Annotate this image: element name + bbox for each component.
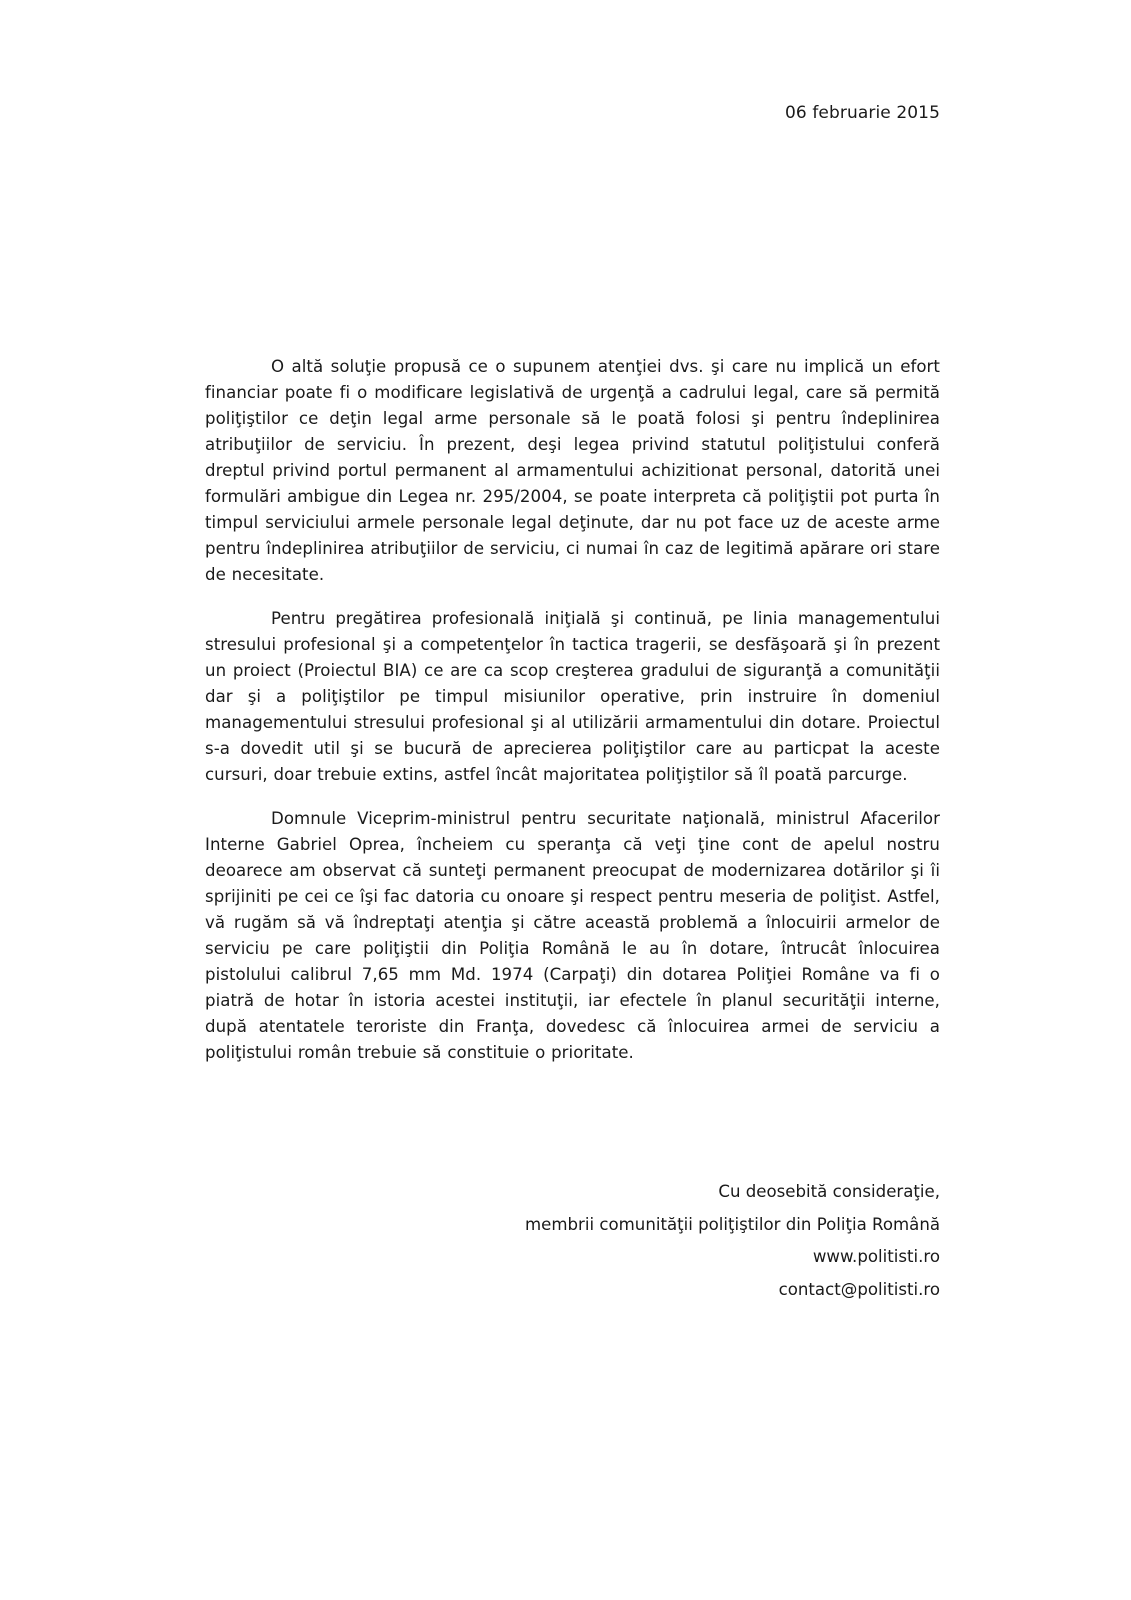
letter-date: 06 februarie 2015: [785, 103, 940, 123]
closing-signatory: membrii comunităţii poliţiştilor din Poliţia Română: [524, 1214, 940, 1234]
paragraph-appeal: Domnule Viceprim-ministrul pentru securitate naţională, ministrul Afacerilor Interne Gabriel Oprea, încheiem cu speranţa că veţi ţine cont de apelul nostru deoarece am observat că sunteţi permanent preocupat de modernizarea dotărilor şi îi sprijiniti pe cei ce îşi fac datoria cu onoare şi respect pentru meseria de poliţist. Astfel, vă rugăm să vă îndreptaţi atenţia şi către această problemă a înlocuirii armelor de serviciu pe care poliţiştii din Poliţia Română le au în dotare, întrucât înlocuirea pistolului calibrul 7,65 mm Md. 1974 (Carpaţi) din dotarea Poliţiei Române va fi o piatră de hotar în istoria acestei instituţii, iar efectele în planul securităţii interne, după atentatele teroriste din Franţa, dovedesc că înlocuirea armei de serviciu a poliţistului român trebuie să constituie o prioritate.: [205, 809, 940, 1062]
paragraph-legislative-proposal: O altă soluţie propusă ce o supunem atenţiei dvs. şi care nu implică un efort financiar poate fi o modificare legislativă de urgenţă a cadrului legal, care să permită poliţiştilor ce deţin legal arme personale să le poată folosi şi pentru îndeplinirea atribuţiilor de serviciu. În prezent, deşi legea privind statutul poliţistului conferă dreptul privind portul permanent al armamentului achizitionat personal, datorită unei formulări ambigue din Legea nr. 295/2004, se poate interpreta că poliţiştii pot purta în timpul serviciului armele personale legal deţinute, dar nu pot face uz de aceste arme pentru îndeplinirea atribuţiilor de serviciu, ci numai în caz de legitimă apărare ori stare de necesitate.: [205, 357, 940, 584]
letter-closing: [525, 1176, 940, 1306]
paragraph-training-project: Pentru pregătirea profesională iniţială şi continuă, pe linia managementului stresului profesional şi a competenţelor în tactica tragerii, se desfăşoară şi în prezent un proiect (Proiectul BIA) ce are ca scop creşterea gradului de siguranţă a comunităţii dar şi a poliţiştilor pe timpul misiunilor operative, prin instruire în domeniul managementului stresului profesional şi al utilizării armamentului din dotare. Proiectul s-a dovedit util şi se bucură de aprecierea poliţiştilor care au particpat la aceste cursuri, doar trebuie extins, astfel încât majoritatea poliţiştilor să îl poată parcurge.: [205, 609, 940, 784]
email-link[interactable]: contact@politisti.ro: [778, 1279, 940, 1299]
closing-salutation: Cu deosebită consideraţie,: [718, 1182, 940, 1201]
letter-body: [205, 354, 940, 1084]
website-link[interactable]: www.politisti.ro: [812, 1247, 940, 1266]
